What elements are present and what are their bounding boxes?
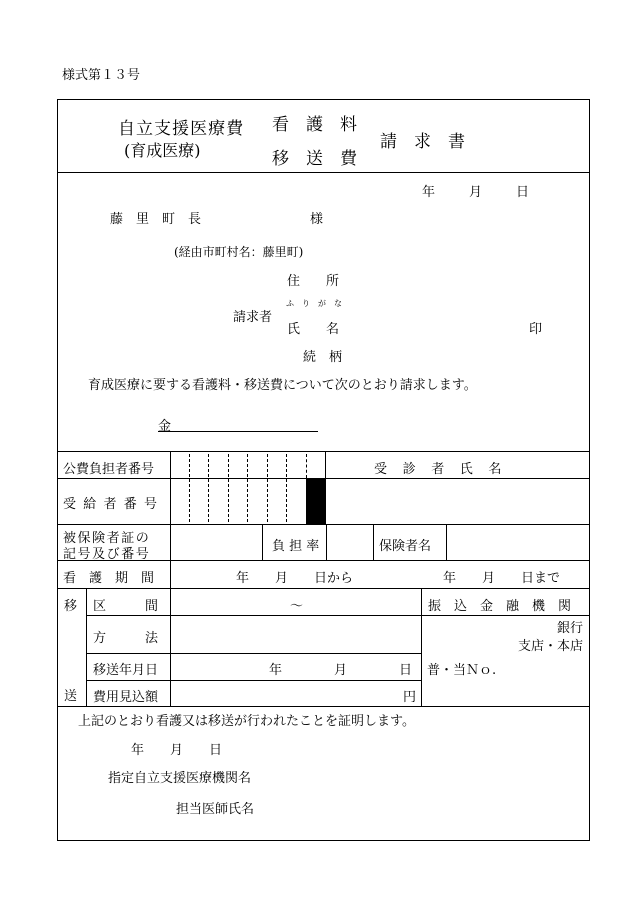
address-label: 住 所 (287, 274, 340, 289)
insurer-name-label: 保険者名 (379, 539, 432, 554)
method-label: 方 法 (93, 631, 159, 646)
request-statement: 育成医療に要する看護料・移送費について次のとおり請求します。 (88, 378, 477, 393)
col-line (86, 588, 87, 706)
col-line (421, 588, 422, 706)
date-year: 年 (422, 185, 436, 200)
care-period-to: 年 月 日まで (443, 571, 561, 586)
item-nursing-fee: 看 護 料 (272, 115, 357, 135)
divider (57, 172, 590, 173)
recipient-number-label: 受 給 者 番 号 (63, 497, 159, 512)
honorific: 様 (310, 212, 324, 227)
claimant-label: 請求者 (233, 310, 273, 325)
col-line (325, 451, 326, 524)
section-tilde: ～ (290, 599, 304, 614)
account-type: 普・当Ｎｏ. (427, 663, 497, 678)
care-period-label: 看 護 期 間 (63, 571, 155, 586)
amount-label: 金 (158, 419, 172, 434)
col-line (373, 524, 374, 560)
payer-number-label: 公費負担者番号 (63, 462, 155, 477)
transport-label-bottom: 送 (64, 689, 78, 704)
patient-name-label: 受 診 者 氏 名 (374, 462, 503, 477)
row-line (86, 653, 422, 654)
bank-label: 振 込 金 融 機 関 (428, 599, 572, 614)
digit-divider (189, 454, 190, 522)
form-number: 様式第１３号 (62, 68, 141, 83)
date-day: 日 (516, 185, 530, 200)
digit-divider (228, 454, 229, 522)
blocked-digit-cell (306, 479, 325, 524)
transport-label-top: 移 (64, 599, 78, 614)
row-line (57, 706, 590, 707)
digit-divider (208, 454, 209, 522)
row-line (86, 615, 590, 616)
doctor-label: 担当医師氏名 (176, 802, 255, 817)
section-label: 区 間 (93, 599, 159, 614)
digit-divider (267, 454, 268, 522)
amount-underline (158, 431, 318, 432)
care-period-from: 年 月 日から (236, 571, 354, 586)
cost-unit: 円 (403, 690, 417, 705)
document-type: 請 求 書 (380, 132, 465, 152)
col-line (170, 451, 171, 706)
item-transport-fee: 移 送 費 (272, 149, 357, 169)
insurance-label-line1: 被保険者証の (63, 531, 151, 546)
institution-label: 指定自立支援医療機関名 (108, 771, 252, 786)
col-line (446, 524, 447, 560)
digit-divider (247, 454, 248, 522)
addressee: 藤 里 町 長 (110, 212, 202, 227)
row-line (57, 524, 590, 525)
transport-date-value: 年 月 日 (269, 663, 413, 678)
row-line (86, 680, 422, 681)
row-line (57, 451, 590, 452)
title-line2: (育成医療) (124, 141, 201, 160)
digit-divider (306, 454, 307, 478)
title-line1: 自立支援医療費 (118, 119, 245, 139)
certification-statement: 上記のとおり看護又は移送が行われたことを証明します。 (78, 714, 415, 729)
branch-suffix: 支店・本店 (518, 639, 584, 654)
seal-mark: 印 (529, 322, 543, 337)
col-line (326, 524, 327, 560)
name-label: 氏 名 (287, 322, 340, 337)
burden-rate-label: 負 担 率 (272, 539, 320, 554)
certification-date: 年 月 日 (131, 743, 223, 758)
date-month: 月 (469, 185, 483, 200)
col-line (262, 524, 263, 560)
insurance-label-line2: 記号及び番号 (63, 547, 151, 562)
row-line (57, 588, 590, 589)
furigana-label: ふ り が な (286, 299, 342, 308)
cost-label: 費用見込額 (93, 690, 159, 705)
via-municipality: (経由市町村名：藤里町) (174, 245, 304, 259)
digit-divider (286, 454, 287, 522)
transport-date-label: 移送年月日 (93, 663, 159, 678)
bank-name-suffix: 銀行 (557, 621, 584, 636)
relation-label: 続 柄 (303, 350, 343, 365)
